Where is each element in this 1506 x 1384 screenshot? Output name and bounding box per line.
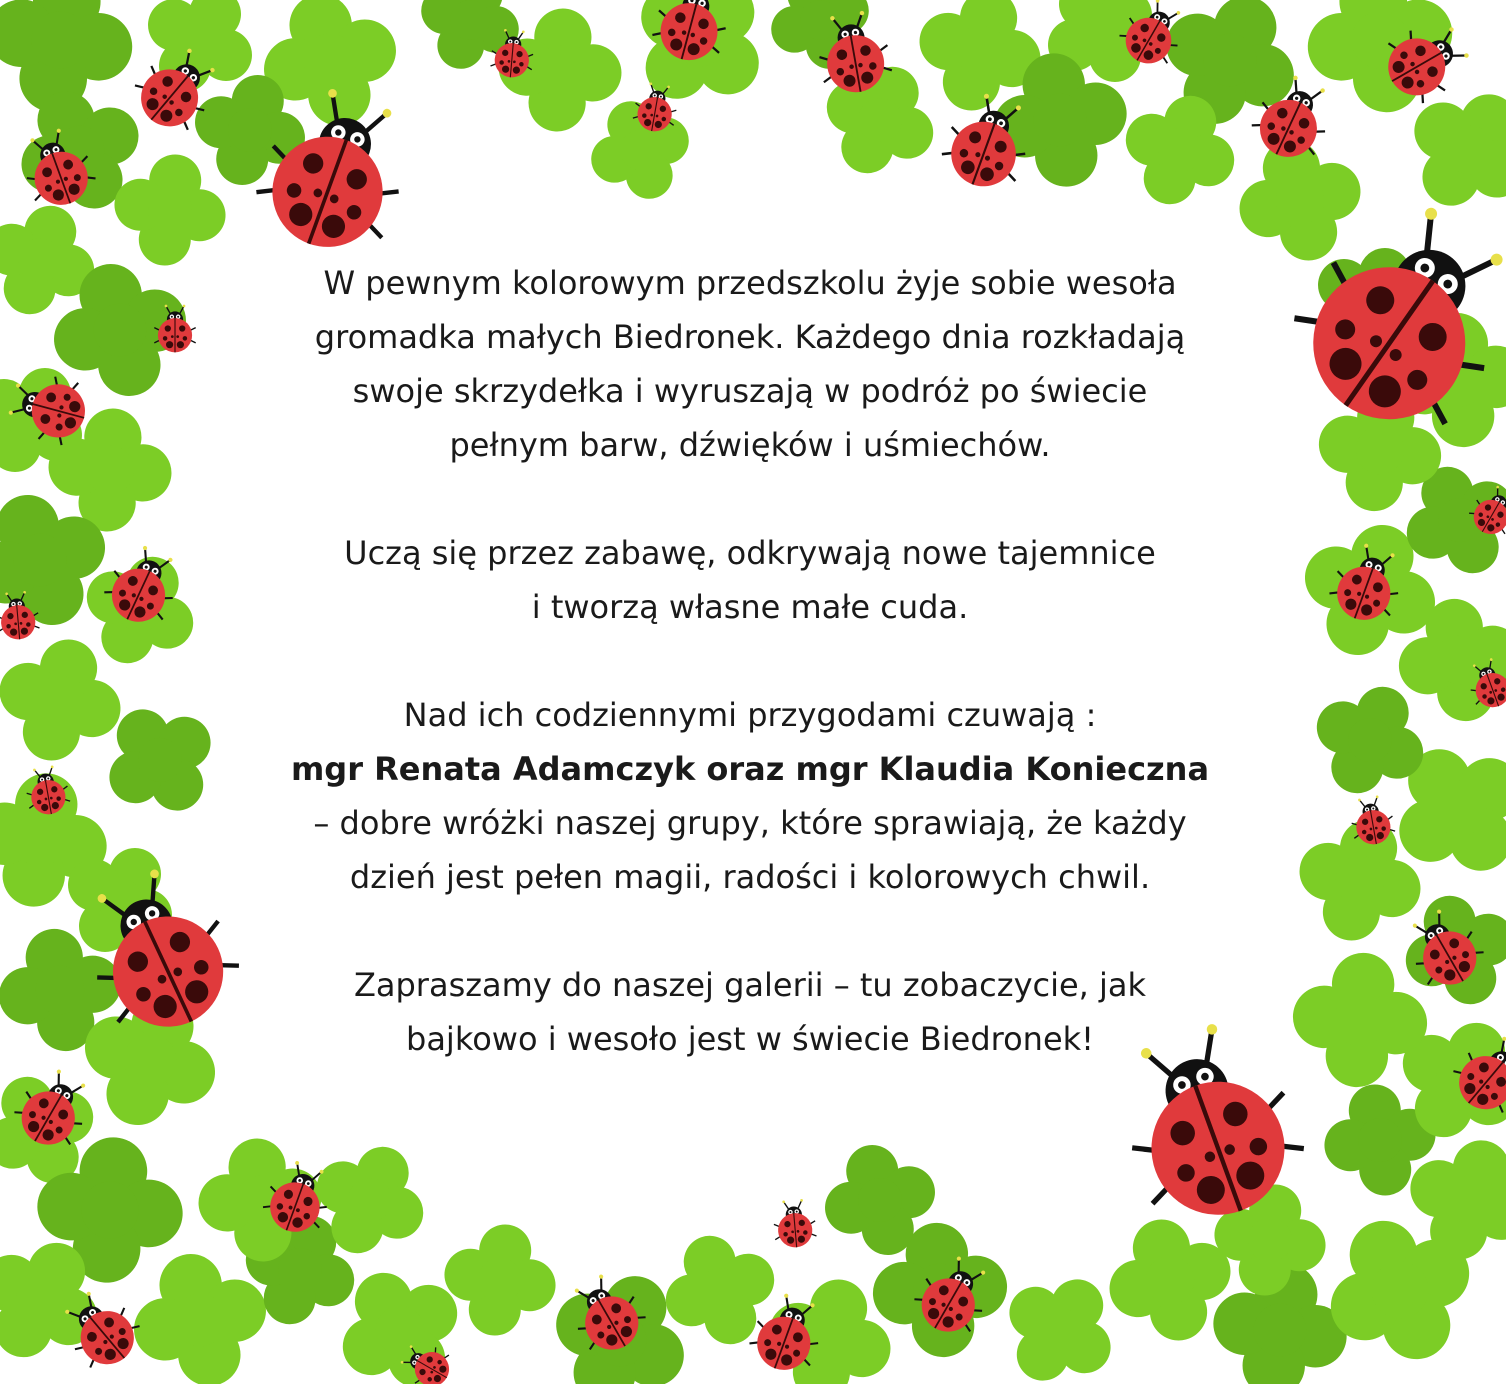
- learning-paragraph: [240, 526, 1260, 634]
- intro-line-2: gromadka małych Biedronek. Każdego dnia rozkładają: [314, 318, 1186, 356]
- ladybug-icon: [772, 1198, 817, 1249]
- teachers-line-4: dzień jest pełen magii, radości i kolorowych chwil.: [349, 858, 1151, 896]
- teachers-paragraph: [240, 688, 1260, 904]
- intro-line-3: swoje skrzydełka i wyruszają w podróż po świecie: [352, 372, 1148, 410]
- teachers-line-1: Nad ich codziennymi przygodami czuwają :: [403, 696, 1097, 734]
- gallery-line-2: bajkowo i wesoło jest w świecie Biedronek!: [406, 1020, 1094, 1058]
- gallery-invite-paragraph: [240, 958, 1260, 1066]
- gallery-line-1: Zapraszamy do naszej galerii – tu zobaczycie, jak: [353, 966, 1147, 1004]
- teachers-line-3: – dobre wróżki naszej grupy, które sprawiają, że każdy: [313, 804, 1187, 842]
- intro-line-1: W pewnym kolorowym przedszkolu żyje sobie wesoła: [323, 264, 1177, 302]
- intro-line-4: pełnym barw, dźwięków i uśmiechów.: [449, 426, 1051, 464]
- intro-paragraph: [240, 256, 1260, 472]
- teacher-names: mgr Renata Adamczyk oraz mgr Klaudia Konieczna: [290, 750, 1210, 788]
- four-leaf-clover-icon: [982, 1252, 1138, 1384]
- learning-line-2: i tworzą własne małe cuda.: [531, 588, 969, 626]
- four-leaf-clover-icon: [105, 145, 235, 275]
- description-text: [240, 256, 1260, 1120]
- learning-line-1: Uczą się przez zabawę, odkrywają nowe tajemnice: [344, 534, 1156, 572]
- four-leaf-clover-icon: [435, 1215, 565, 1345]
- four-leaf-clover-icon: [575, 85, 704, 214]
